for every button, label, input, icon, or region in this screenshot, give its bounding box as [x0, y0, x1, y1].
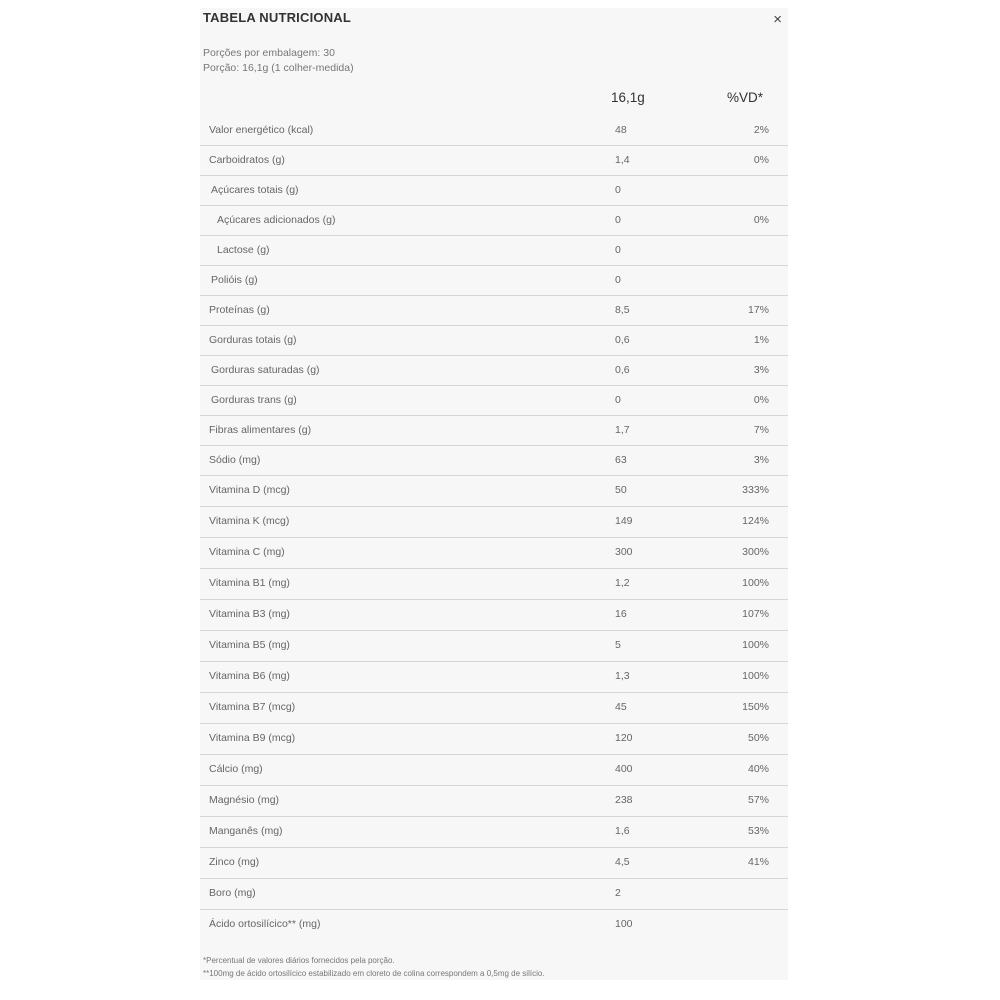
table-row: [200, 817, 788, 848]
table-row: [200, 146, 788, 176]
table-row: [200, 569, 788, 600]
nutrient-label: Sódio (mg): [209, 454, 261, 466]
nutrient-label: Lactose (g): [217, 244, 270, 256]
nutrient-label: Cálcio (mg): [209, 763, 263, 775]
nutrient-quantity: 120: [615, 732, 633, 744]
nutrient-daily-value: 150%: [742, 701, 769, 713]
nutrient-daily-value: 300%: [742, 546, 769, 558]
table-row: [200, 507, 788, 538]
table-row: [200, 296, 788, 326]
table-row: [200, 600, 788, 631]
table-row: [200, 786, 788, 817]
nutrient-quantity: 238: [615, 794, 633, 806]
nutrient-daily-value: 57%: [747, 794, 769, 806]
nutrient-label: Fibras alimentares (g): [209, 424, 312, 436]
nutrient-quantity: 48: [615, 124, 627, 136]
nutrient-quantity: 0: [615, 244, 621, 256]
nutrient-label: Vitamina C (mg): [209, 546, 285, 558]
table-row: [200, 206, 788, 236]
nutrient-quantity: 0,6: [615, 334, 630, 346]
table-row: [200, 386, 788, 416]
portion-size: Porção: 16,1g (1 colher-medida): [203, 62, 354, 74]
nutrient-quantity: 63: [615, 454, 627, 466]
table-row: [200, 848, 788, 879]
table-row: [200, 446, 788, 476]
nutrition-table-panel: [200, 8, 788, 980]
nutrient-daily-value: 0%: [753, 214, 769, 226]
nutrient-daily-value: 40%: [747, 763, 769, 775]
nutrient-label: Açúcares totais (g): [211, 184, 299, 196]
nutrient-label: Vitamina B6 (mg): [209, 670, 290, 682]
nutrient-quantity: 300: [615, 546, 633, 558]
panel-title: TABELA NUTRICIONAL: [203, 10, 352, 25]
nutrient-quantity: 0: [615, 394, 621, 406]
table-row: [200, 538, 788, 569]
nutrient-quantity: 149: [615, 515, 633, 527]
column-header-quantity: 16,1g: [611, 90, 645, 105]
nutrient-label: Zinco (mg): [209, 856, 260, 868]
nutrient-quantity: 1,2: [615, 577, 630, 589]
table-row: [200, 724, 788, 755]
nutrient-daily-value: 124%: [742, 515, 769, 527]
servings-per-package: Porções por embalagem: 30: [203, 47, 335, 59]
nutrient-label: Vitamina K (mcg): [209, 515, 290, 527]
nutrient-label: Magnésio (mg): [209, 794, 280, 806]
nutrient-quantity: 1,6: [615, 825, 630, 837]
table-row: [200, 416, 788, 446]
nutrient-label: Manganês (mg): [209, 825, 283, 837]
nutrient-daily-value: 1%: [753, 334, 769, 346]
nutrient-daily-value: 53%: [747, 825, 769, 837]
footnote-daily-value: *Percentual de valores diários fornecidos pela porção.: [203, 956, 395, 965]
table-row: [200, 910, 788, 940]
nutrient-label: Vitamina B5 (mg): [209, 639, 290, 651]
nutrient-daily-value: 17%: [747, 304, 769, 316]
table-row: [200, 236, 788, 266]
nutrient-quantity: 2: [615, 887, 621, 899]
nutrient-quantity: 4,5: [615, 856, 630, 868]
nutrient-label: Carboidratos (g): [209, 154, 285, 166]
table-row: [200, 116, 788, 146]
nutrient-label: Vitamina B9 (mcg): [209, 732, 296, 744]
nutrient-label: Gorduras saturadas (g): [211, 364, 320, 376]
table-row: [200, 326, 788, 356]
nutrient-quantity: 0: [615, 214, 621, 226]
nutrient-quantity: 50: [615, 484, 627, 496]
table-row: [200, 631, 788, 662]
nutrient-daily-value: 333%: [742, 484, 769, 496]
nutrient-quantity: 1,3: [615, 670, 630, 682]
column-header-daily-value: %VD*: [726, 90, 763, 105]
nutrient-quantity: 100: [615, 918, 633, 930]
nutrient-daily-value: 7%: [753, 424, 769, 436]
nutrient-daily-value: 3%: [753, 364, 769, 376]
close-icon[interactable]: ×: [773, 11, 782, 28]
nutrient-daily-value: 100%: [742, 577, 769, 589]
nutrition-table-body: [200, 116, 788, 940]
nutrient-daily-value: 100%: [742, 670, 769, 682]
table-row: [200, 356, 788, 386]
nutrient-daily-value: 50%: [747, 732, 769, 744]
nutrient-daily-value: 107%: [742, 608, 769, 620]
table-row: [200, 755, 788, 786]
nutrient-label: Gorduras totais (g): [209, 334, 297, 346]
table-header: [200, 90, 788, 118]
nutrient-quantity: 8,5: [615, 304, 630, 316]
nutrient-quantity: 45: [615, 701, 627, 713]
nutrient-label: Boro (mg): [209, 887, 256, 899]
table-row: [200, 662, 788, 693]
nutrient-quantity: 0: [615, 184, 621, 196]
table-row: [200, 476, 788, 507]
nutrient-label: Vitamina B1 (mg): [209, 577, 290, 589]
table-row: [200, 176, 788, 206]
nutrient-label: Vitamina D (mcg): [209, 484, 290, 496]
nutrient-daily-value: 3%: [753, 454, 769, 466]
nutrient-label: Ácido ortosilícico** (mg): [209, 918, 321, 930]
nutrient-label: Valor energético (kcal): [209, 124, 314, 136]
nutrient-label: Gorduras trans (g): [211, 394, 297, 406]
nutrient-quantity: 0: [615, 274, 621, 286]
nutrient-daily-value: 2%: [753, 124, 769, 136]
nutrient-daily-value: 0%: [753, 154, 769, 166]
nutrient-label: Açúcares adicionados (g): [217, 214, 336, 226]
nutrient-quantity: 16: [615, 608, 627, 620]
footnote-silicon: **100mg de ácido ortosilícico estabilizado em cloreto de colina correspondem a 0,5mg de silício.: [203, 969, 545, 978]
nutrient-label: Vitamina B7 (mcg): [209, 701, 296, 713]
table-row: [200, 879, 788, 910]
table-row: [200, 266, 788, 296]
nutrient-daily-value: 41%: [747, 856, 769, 868]
nutrient-quantity: 400: [615, 763, 633, 775]
nutrient-quantity: 5: [615, 639, 621, 651]
nutrient-quantity: 0,6: [615, 364, 630, 376]
nutrient-daily-value: 100%: [742, 639, 769, 651]
nutrient-label: Polióis (g): [211, 274, 258, 286]
nutrient-quantity: 1,4: [615, 154, 630, 166]
nutrient-daily-value: 0%: [753, 394, 769, 406]
nutrient-label: Vitamina B3 (mg): [209, 608, 290, 620]
nutrient-label: Proteínas (g): [209, 304, 270, 316]
nutrient-quantity: 1,7: [615, 424, 630, 436]
table-row: [200, 693, 788, 724]
